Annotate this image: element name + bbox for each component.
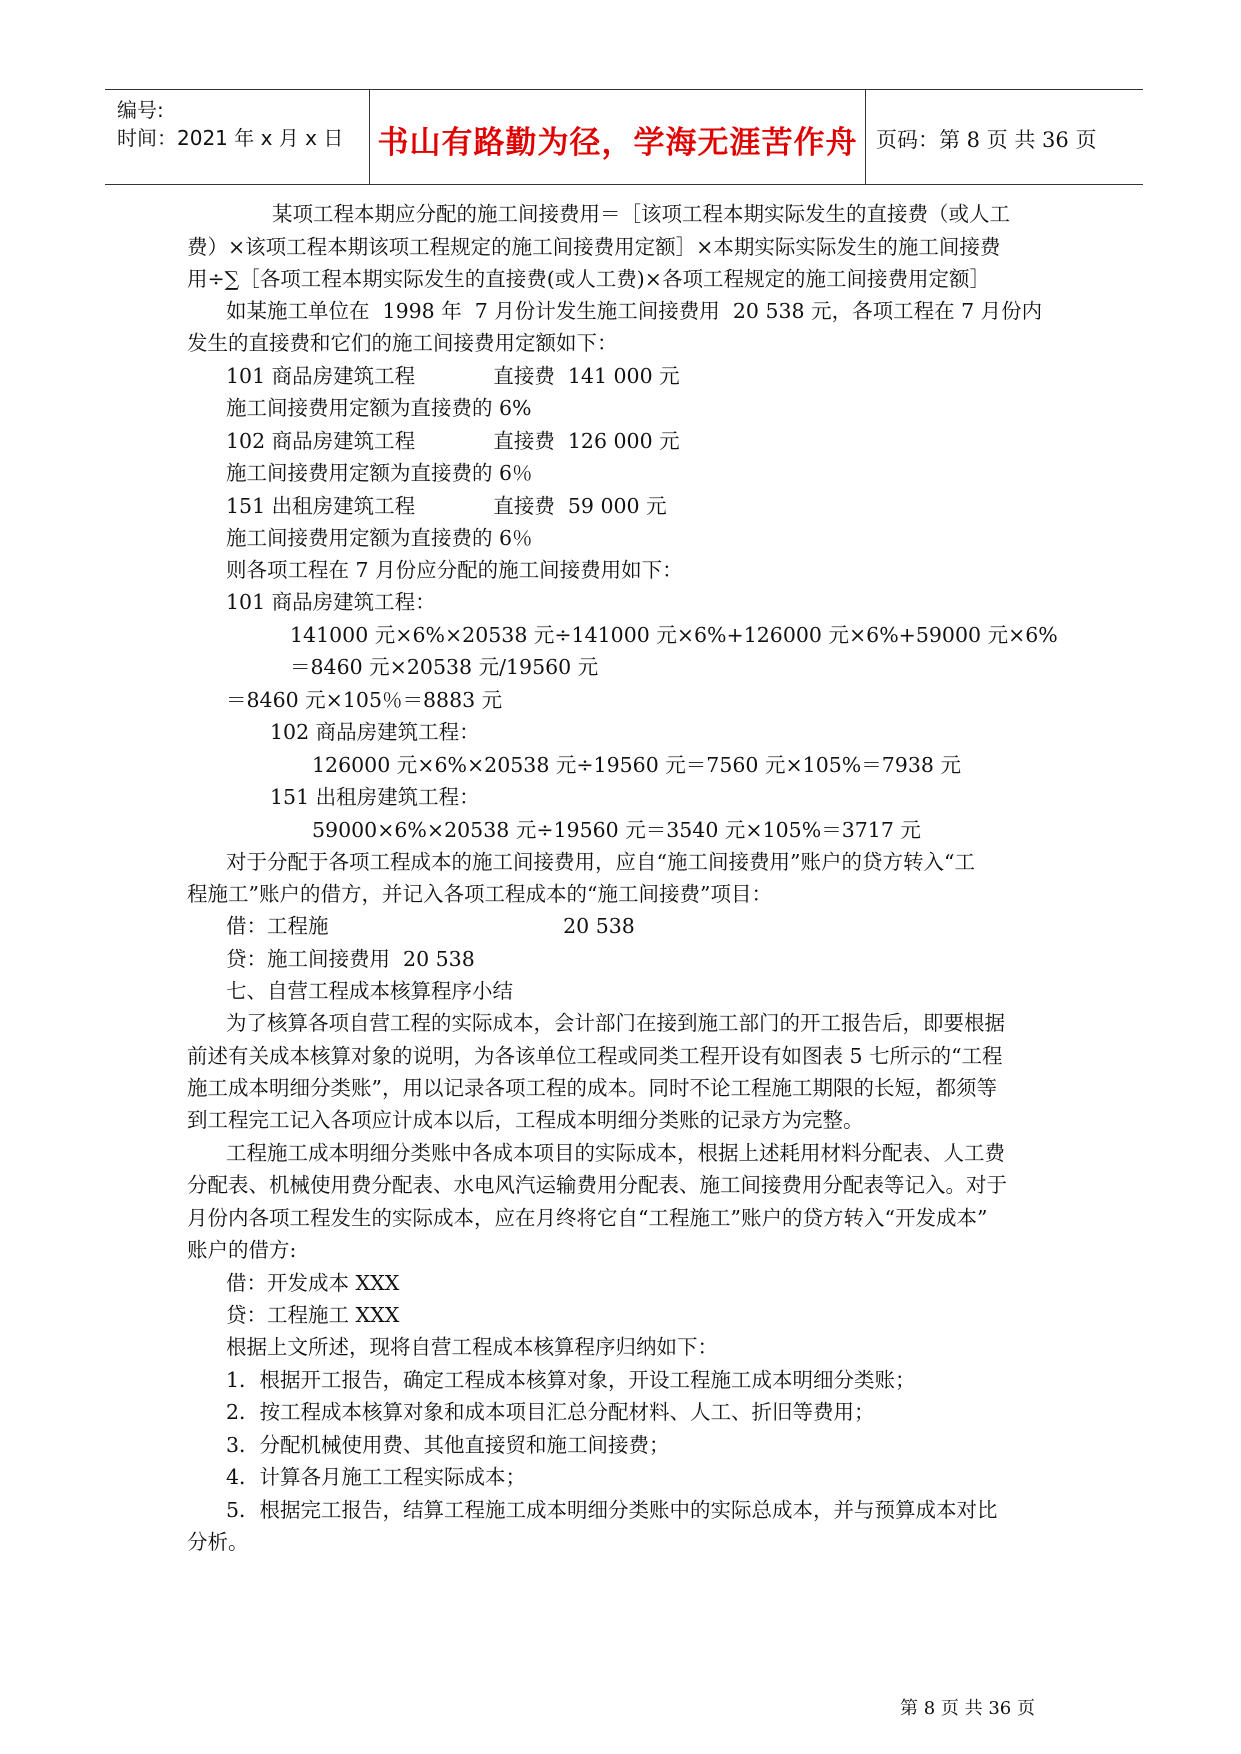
body-line: 程施工”账户的借方，并记入各项工程成本的“施工间接费”项目： (187, 882, 772, 906)
body-line: 账户的借方: (187, 1238, 297, 1262)
body-line: 151 出租房建筑工程： (270, 785, 480, 809)
body-line: 根据上文所述，现将自营工程成本核算程序归纳如下： (226, 1335, 718, 1359)
body-line: 1．根据开工报告，确定工程成本核算对象，开设工程施工成本明细分类账； (226, 1368, 916, 1392)
body-line: 施工成本明细分类账”，用以记录各项工程的成本。同时不论工程施工期限的长短，都须等 (187, 1076, 997, 1100)
body-line: 对于分配于各项工程成本的施工间接费用，应自“施工间接费用”账户的贷方转入“工 (226, 850, 975, 874)
header-page-number: 页码：第 8 页 共 36 页 (876, 128, 1097, 152)
header-middle-cell (370, 90, 866, 184)
body-line: 分析。 (187, 1530, 249, 1554)
body-line: 5．根据完工报告，结算工程施工成本明细分类账中的实际总成本，并与预算成本对比 (226, 1498, 998, 1522)
body-line: 4．计算各月施工工程实际成本； (226, 1465, 527, 1489)
body-line: 用÷∑［各项工程本期实际发生的直接费(或人工费)×各项工程规定的施工间接费用定额］ (187, 267, 990, 291)
body-line: 141000 元×6%×20538 元÷141000 元×6%+126000 元×6%+59000 元×6% (290, 623, 1058, 647)
body-line: 126000 元×6%×20538 元÷19560 元＝7560 元×105%＝7938 元 (312, 753, 961, 777)
page-header (105, 89, 1143, 185)
body-line: 为了核算各项自营工程的实际成本，会计部门在接到施工部门的开工报告后，即要根据 (226, 1011, 1005, 1035)
body-line: 七、自营工程成本核算程序小结 (226, 979, 513, 1003)
body-line: 贷：工程施工 XXX (226, 1303, 400, 1327)
doc-time: 时间：2021 年 x 月 x 日 (117, 126, 344, 150)
body-line: 151 出租房建筑工程 直接费 59 000 元 (226, 494, 667, 518)
body-line: ＝8460 元×20538 元/19560 元 (290, 655, 599, 679)
body-line: 102 商品房建筑工程 直接费 126 000 元 (226, 429, 680, 453)
body-line: 前述有关成本核算对象的说明，为各该单位工程或同类工程开设有如图表 5 七所示的“工程 (187, 1044, 1003, 1068)
body-line: 借：工程施 20 538 (226, 914, 635, 938)
header-right-cell (866, 90, 1143, 184)
body-line: 3．分配机械使用费、其他直接贸和施工间接费； (226, 1433, 670, 1457)
body-line: 102 商品房建筑工程： (270, 720, 480, 744)
body-line: 月份内各项工程发生的实际成本，应在月终将它自“工程施工”账户的贷方转入“开发成本” (187, 1206, 988, 1230)
body-line: 费）×该项工程本期该项工程规定的施工间接费用定额］×本期实际实际发生的施工间接费 (187, 235, 1001, 259)
body-line: ＝8460 元×105％＝8883 元 (226, 688, 503, 712)
page-footer: 第 8 页 共 36 页 (900, 1698, 1035, 1719)
body-line: 到工程完工记入各项应计成本以后，工程成本明细分类账的记录方为完整。 (187, 1108, 864, 1132)
body-line: 则各项工程在 7 月份应分配的施工间接费用如下： (226, 558, 683, 582)
header-motto: 书山有路勤为径，学海无涯苦作舟 (377, 125, 858, 161)
body-line: 某项工程本期应分配的施工间接费用＝［该项工程本期实际发生的直接费（或人工 (272, 202, 1010, 226)
doc-number: 编号: (117, 98, 164, 122)
body-line: 借：开发成本 XXX (226, 1271, 400, 1295)
header-left-cell (105, 90, 370, 184)
body-line: 工程施工成本明细分类账中各成本项目的实际成本，根据上述耗用材料分配表、人工费 (226, 1141, 1005, 1165)
body-line: 2．按工程成本核算对象和成本项目汇总分配材料、人工、折旧等费用； (226, 1400, 875, 1424)
body-line: 59000×6%×20538 元÷19560 元＝3540 元×105%＝3717 元 (312, 818, 921, 842)
body-line: 101 商品房建筑工程： (226, 590, 436, 614)
body-line: 施工间接费用定额为直接费的 6% (226, 396, 532, 420)
body-line: 发生的直接费和它们的施工间接费用定额如下： (187, 331, 618, 355)
body-line: 贷：施工间接费用 20 538 (226, 947, 475, 971)
body-line: 如某施工单位在 1998 年 7 月份计发生施工间接费用 20 538 元，各项工程在 7 月份内 (226, 299, 1043, 323)
body-line: 施工间接费用定额为直接费的 6％ (226, 461, 533, 485)
body-line: 101 商品房建筑工程 直接费 141 000 元 (226, 364, 680, 388)
body-line: 分配表、机械使用费分配表、水电风汽运输费用分配表、施工间接费用分配表等记入。对于 (187, 1173, 1007, 1197)
body-line: 施工间接费用定额为直接费的 6％ (226, 526, 533, 550)
